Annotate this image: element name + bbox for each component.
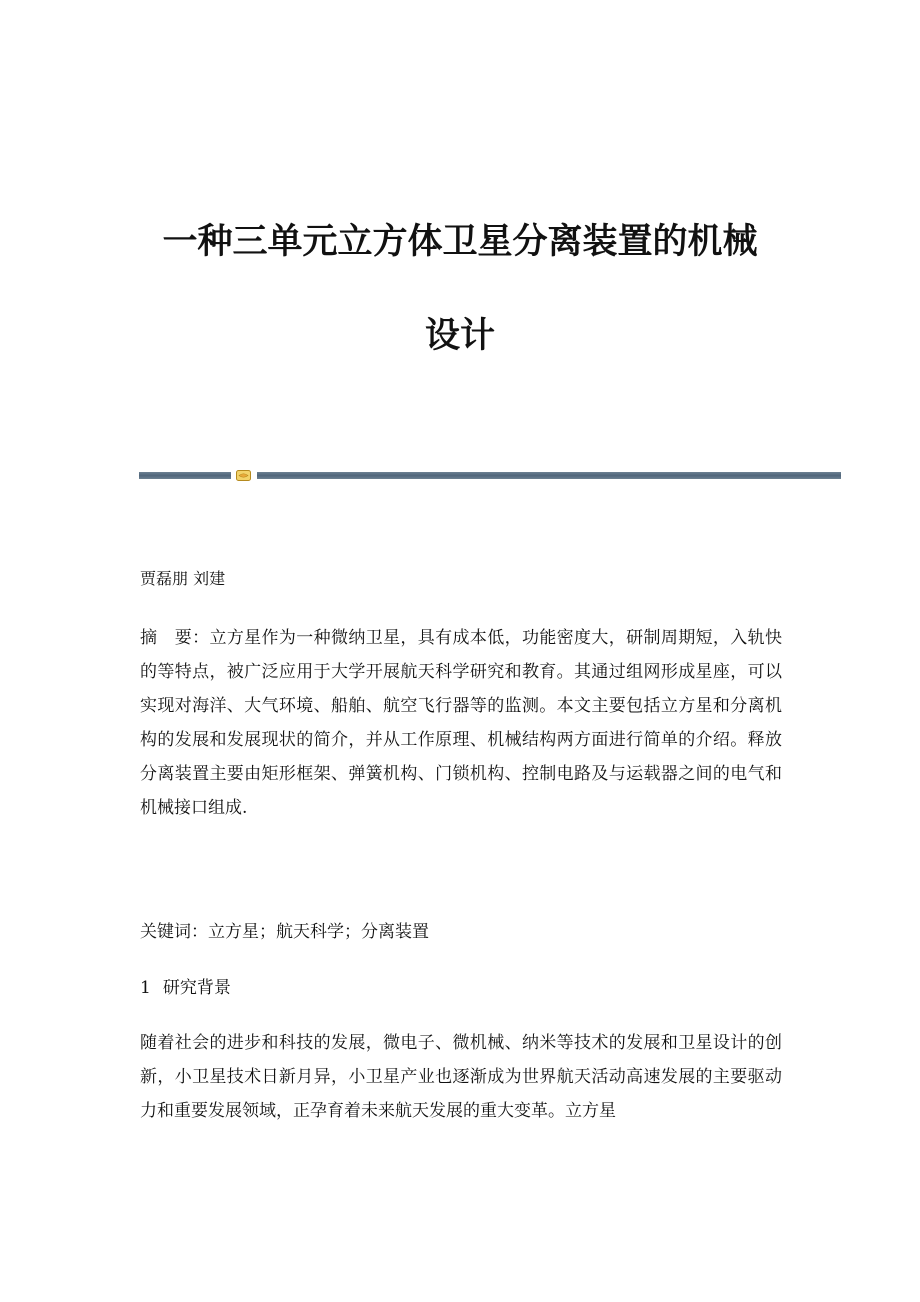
title-divider xyxy=(139,470,841,482)
abstract xyxy=(140,621,782,825)
abstract-text: 立方星作为一种微纳卫星，具有成本低，功能密度大，研制周期短，入轨快的等特点，被广泛应用于大学开展航天科学研究和教育。其通过组网形成星座，可以实现对海洋、大气环境、船舶、航空飞行器等的监测。本文主要包括立方星和分离机构的发展和发展现状的简介，并从工作原理、机械结构两方面进行简单的介绍。释放分离装置主要由矩形框架、弹簧机构、门锁机构、控制电路及与运载器之间的电气和机械接口组成. xyxy=(140,628,783,818)
keywords-text: 立方星；航天科学；分离装置 xyxy=(208,922,429,942)
abstract-label: 摘 要： xyxy=(140,628,210,648)
divider-bar-right xyxy=(257,472,841,479)
keywords xyxy=(140,915,782,949)
page-title-line-2: 设计 xyxy=(424,316,495,356)
section-number: 1 xyxy=(140,978,151,998)
ornament-icon xyxy=(236,470,251,481)
keywords-label: 关键词： xyxy=(140,922,208,942)
author-list: 贾磊朋 刘建 xyxy=(140,569,226,588)
section-heading xyxy=(140,971,782,1005)
divider-bar-left xyxy=(139,472,231,479)
body-paragraph: 随着社会的进步和科技的发展，微电子、微机械、纳米等技术的发展和卫星设计的创新，小卫星技术日新月异，小卫星产业也逐渐成为世界航天活动高速发展的主要驱动力和重要发展领域，正孕育着未来航天发展的重大变革。立方星 xyxy=(140,1033,782,1121)
section-title: 研究背景 xyxy=(162,978,231,998)
page-title-line-1: 一种三单元立方体卫星分离装置的机械 xyxy=(162,222,758,262)
